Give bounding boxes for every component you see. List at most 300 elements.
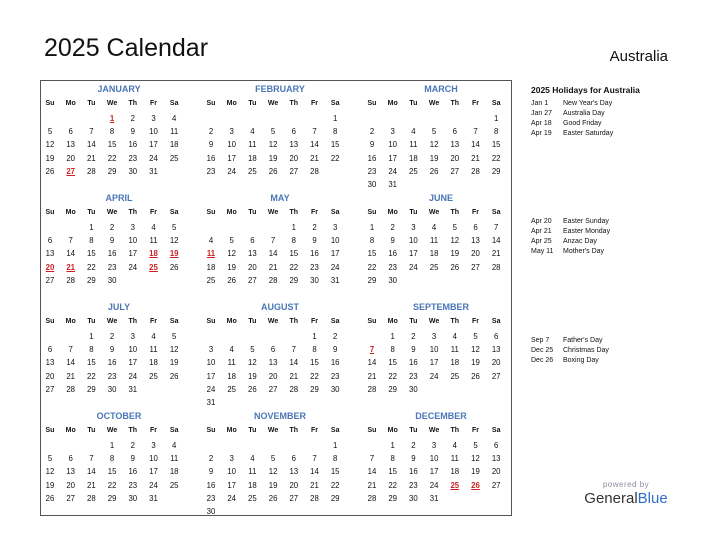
- month-november: [205, 411, 355, 516]
- day-cell: 20: [45, 371, 55, 381]
- holidays-title: 2025 Holidays for Australia: [531, 85, 640, 95]
- day-cell: 6: [47, 236, 53, 246]
- holiday-day-cell: 25: [450, 480, 460, 490]
- day-cell: 18: [169, 140, 179, 150]
- day-cell: 25: [450, 371, 460, 381]
- weekday-header: Fr: [472, 209, 479, 216]
- day-cell: 13: [491, 345, 501, 355]
- day-cell: 11: [248, 467, 257, 477]
- day-cell: 18: [227, 371, 237, 381]
- day-cell: 5: [270, 127, 276, 137]
- weekday-header: Tu: [248, 100, 257, 107]
- day-cell: 14: [367, 358, 377, 368]
- day-cell: 20: [491, 467, 501, 477]
- day-cell: 15: [107, 140, 117, 150]
- weekday-header: We: [428, 427, 440, 434]
- day-cell: 24: [128, 262, 138, 272]
- day-cell: 23: [388, 262, 398, 272]
- day-cell: 12: [227, 249, 237, 259]
- weekday-header: Mo: [226, 427, 237, 434]
- day-cell: 15: [310, 358, 319, 368]
- day-cell: 9: [130, 127, 135, 137]
- day-cell: 30: [330, 384, 340, 394]
- weekday-header: Mo: [387, 100, 398, 107]
- day-cell: 5: [452, 223, 457, 232]
- day-cell: 4: [172, 441, 177, 450]
- holiday-date: Apr 21: [531, 228, 552, 235]
- weekday-header: Fr: [150, 209, 157, 216]
- day-cell: 8: [333, 127, 338, 137]
- day-cell: 18: [409, 153, 418, 163]
- day-cell: 22: [330, 480, 340, 490]
- day-cell: 7: [312, 454, 317, 464]
- weekday-header: Fr: [150, 318, 157, 325]
- day-cell: 11: [149, 345, 158, 355]
- day-cell: 17: [149, 140, 158, 150]
- day-cell: 3: [130, 332, 135, 341]
- day-cell: 31: [330, 275, 340, 285]
- day-cell: 12: [248, 358, 257, 368]
- holiday-entry: [531, 238, 597, 245]
- weekday-header: Su: [206, 318, 216, 325]
- holiday-entry: [531, 347, 609, 354]
- day-cell: 31: [149, 166, 158, 176]
- day-cell: 13: [45, 249, 55, 259]
- holiday-entry: [531, 218, 609, 225]
- day-cell: 1: [109, 441, 115, 450]
- day-cell: 4: [250, 454, 255, 464]
- day-cell: 22: [388, 371, 398, 381]
- day-cell: 17: [227, 480, 237, 490]
- day-cell: 7: [291, 345, 296, 355]
- day-cell: 28: [367, 493, 377, 503]
- day-cell: 2: [411, 441, 416, 450]
- day-cell: 19: [45, 480, 55, 490]
- day-cell: 30: [310, 275, 319, 285]
- weekday-header: Th: [289, 209, 299, 216]
- day-cell: 14: [367, 467, 377, 477]
- day-cell: 27: [450, 166, 460, 176]
- weekday-header: Th: [289, 100, 299, 107]
- day-cell: 12: [45, 467, 55, 477]
- day-cell: 6: [250, 236, 255, 246]
- weekday-header: Mo: [226, 209, 237, 216]
- day-cell: 15: [367, 249, 377, 259]
- day-cell: 22: [367, 262, 377, 272]
- day-cell: 1: [291, 223, 296, 232]
- day-cell: 17: [388, 153, 398, 163]
- weekday-header: Tu: [248, 318, 257, 325]
- holiday-day-cell: 21: [66, 262, 76, 272]
- day-cell: 6: [452, 127, 457, 137]
- holiday-name: Good Friday: [563, 120, 602, 127]
- holiday-entry: [531, 120, 602, 127]
- day-cell: 1: [333, 114, 338, 123]
- day-cell: 21: [367, 480, 377, 490]
- day-cell: 14: [66, 358, 76, 368]
- day-cell: 16: [367, 153, 377, 163]
- day-cell: 20: [491, 358, 501, 368]
- weekday-header: Su: [206, 209, 216, 216]
- day-cell: 20: [289, 480, 299, 490]
- day-cell: 4: [452, 332, 457, 341]
- day-cell: 21: [87, 153, 96, 163]
- holiday-entry: [531, 228, 610, 235]
- day-cell: 3: [431, 441, 437, 450]
- day-cell: 17: [149, 467, 158, 477]
- day-cell: 10: [330, 236, 340, 246]
- day-cell: 23: [409, 371, 418, 381]
- day-cell: 19: [227, 262, 237, 272]
- day-cell: 4: [208, 236, 214, 246]
- day-cell: 4: [452, 441, 457, 450]
- day-cell: 3: [130, 223, 135, 232]
- holiday-name: Father's Day: [563, 337, 603, 344]
- weekday-header: Sa: [169, 100, 179, 107]
- month-january: [44, 84, 194, 189]
- day-cell: 31: [128, 384, 138, 394]
- day-cell: 14: [87, 467, 96, 477]
- weekday-header: We: [106, 209, 118, 216]
- day-cell: 8: [89, 345, 94, 355]
- day-cell: 1: [369, 223, 375, 232]
- day-cell: 23: [409, 480, 418, 490]
- holiday-day-cell: 11: [206, 249, 216, 259]
- day-cell: 12: [45, 140, 55, 150]
- day-cell: 28: [310, 166, 319, 176]
- day-cell: 12: [471, 345, 480, 355]
- day-cell: 4: [172, 114, 177, 123]
- holiday-name: Easter Monday: [563, 228, 611, 235]
- weekday-header: Sa: [169, 318, 179, 325]
- day-cell: 19: [268, 480, 278, 490]
- day-cell: 27: [491, 371, 501, 381]
- day-cell: 16: [206, 480, 216, 490]
- day-cell: 3: [208, 345, 214, 355]
- weekday-header: Th: [289, 427, 299, 434]
- day-cell: 20: [248, 262, 257, 272]
- day-cell: 6: [270, 345, 276, 355]
- day-cell: 18: [248, 480, 257, 490]
- day-cell: 15: [107, 467, 117, 477]
- weekday-header: Mo: [387, 318, 398, 325]
- day-cell: 16: [128, 140, 138, 150]
- day-cell: 21: [87, 480, 96, 490]
- weekday-header: Mo: [387, 209, 398, 216]
- day-cell: 30: [409, 384, 418, 394]
- weekday-header: Fr: [472, 100, 479, 107]
- day-cell: 2: [130, 114, 135, 123]
- day-cell: 13: [66, 467, 76, 477]
- day-cell: 1: [89, 332, 94, 341]
- day-cell: 4: [151, 332, 156, 341]
- holiday-name: Christmas Day: [563, 347, 609, 354]
- day-cell: 1: [312, 332, 317, 341]
- weekday-header: Mo: [65, 318, 76, 325]
- weekday-header: Th: [450, 318, 460, 325]
- day-cell: 19: [471, 358, 480, 368]
- day-cell: 10: [128, 345, 138, 355]
- day-cell: 3: [229, 127, 234, 137]
- day-cell: 16: [107, 249, 117, 259]
- day-cell: 25: [169, 480, 179, 490]
- day-cell: 23: [367, 166, 377, 176]
- weekday-header: Fr: [311, 100, 318, 107]
- day-cell: 6: [291, 454, 296, 464]
- day-cell: 31: [206, 398, 216, 407]
- day-cell: 12: [429, 140, 439, 150]
- day-cell: 18: [450, 467, 460, 477]
- day-cell: 3: [151, 114, 156, 123]
- day-cell: 5: [172, 223, 177, 232]
- month-february: [205, 84, 355, 189]
- day-cell: 16: [330, 358, 340, 368]
- holiday-entry: [531, 337, 602, 344]
- holiday-date: Jan 27: [531, 110, 553, 117]
- day-cell: 13: [289, 140, 299, 150]
- month-name: JANUARY: [97, 84, 141, 94]
- day-cell: 24: [149, 153, 158, 163]
- day-cell: 15: [388, 467, 398, 477]
- day-cell: 10: [227, 467, 237, 477]
- weekday-header: Tu: [409, 318, 418, 325]
- holiday-entry: [531, 130, 613, 137]
- day-cell: 9: [411, 454, 416, 464]
- day-cell: 15: [388, 358, 398, 368]
- day-cell: 27: [491, 480, 501, 490]
- day-cell: 29: [310, 384, 319, 394]
- day-cell: 6: [473, 223, 478, 232]
- day-cell: 12: [268, 140, 278, 150]
- weekday-header: Tu: [87, 318, 96, 325]
- day-cell: 4: [229, 345, 234, 355]
- day-cell: 18: [429, 249, 439, 259]
- weekday-header: We: [106, 100, 118, 107]
- weekday-header: Tu: [409, 100, 418, 107]
- month-name: AUGUST: [261, 302, 299, 312]
- day-cell: 17: [206, 371, 216, 381]
- day-cell: 5: [229, 236, 234, 246]
- day-cell: 22: [310, 371, 319, 381]
- weekday-header: Th: [128, 209, 138, 216]
- brand-logo: [584, 480, 668, 507]
- day-cell: 7: [89, 127, 94, 137]
- day-cell: 9: [109, 345, 115, 355]
- weekday-header: Fr: [472, 427, 479, 434]
- day-cell: 20: [289, 153, 299, 163]
- day-cell: 15: [491, 140, 501, 150]
- day-cell: 17: [409, 249, 418, 259]
- holiday-date: Dec 25: [531, 347, 554, 354]
- day-cell: 26: [268, 166, 278, 176]
- month-june: [366, 193, 516, 298]
- day-cell: 20: [450, 153, 460, 163]
- brand-name: [584, 490, 668, 507]
- day-cell: 23: [310, 262, 319, 272]
- weekday-header: Th: [450, 100, 460, 107]
- day-cell: 24: [429, 480, 439, 490]
- day-cell: 8: [291, 236, 296, 246]
- day-cell: 11: [227, 358, 236, 368]
- month-name: MARCH: [424, 84, 458, 94]
- day-cell: 6: [47, 345, 53, 355]
- day-cell: 21: [268, 262, 278, 272]
- holiday-day-cell: 20: [45, 262, 55, 272]
- holiday-entry: [531, 110, 605, 117]
- month-name: FEBRUARY: [255, 84, 305, 94]
- day-cell: 25: [169, 153, 179, 163]
- day-cell: 24: [227, 493, 237, 503]
- month-name: MAY: [270, 193, 290, 203]
- day-cell: 8: [390, 345, 395, 355]
- day-cell: 17: [429, 358, 439, 368]
- holiday-date: Apr 19: [531, 130, 552, 137]
- day-cell: 6: [494, 332, 499, 341]
- weekday-header: Fr: [311, 427, 318, 434]
- day-cell: 23: [206, 166, 216, 176]
- day-cell: 28: [87, 166, 96, 176]
- weekday-header: Sa: [169, 427, 179, 434]
- month-july: [44, 302, 194, 407]
- day-cell: 1: [390, 441, 395, 450]
- weekday-header: Su: [45, 100, 55, 107]
- month-name: OCTOBER: [96, 411, 142, 421]
- weekday-header: Tu: [409, 427, 418, 434]
- day-cell: 31: [429, 493, 439, 503]
- weekday-header: We: [106, 427, 118, 434]
- day-cell: 3: [390, 127, 395, 137]
- day-cell: 2: [390, 223, 395, 232]
- day-cell: 30: [107, 275, 117, 285]
- day-cell: 13: [248, 249, 257, 259]
- day-cell: 12: [169, 345, 179, 355]
- day-cell: 2: [369, 127, 375, 137]
- holiday-date: May 11: [531, 248, 554, 255]
- day-cell: 10: [227, 140, 237, 150]
- day-cell: 25: [149, 371, 158, 381]
- holiday-date: Apr 18: [531, 120, 552, 127]
- day-cell: 9: [312, 236, 317, 246]
- day-cell: 28: [87, 493, 96, 503]
- holiday-name: Anzac Day: [563, 238, 597, 245]
- weekday-header: Mo: [387, 427, 398, 434]
- day-cell: 21: [66, 371, 76, 381]
- day-cell: 7: [473, 127, 478, 137]
- day-cell: 14: [310, 467, 319, 477]
- day-cell: 26: [45, 166, 55, 176]
- day-cell: 18: [206, 262, 216, 272]
- day-cell: 2: [208, 127, 214, 137]
- day-cell: 5: [47, 127, 53, 137]
- day-cell: 13: [268, 358, 278, 368]
- day-cell: 3: [333, 223, 338, 232]
- day-cell: 27: [66, 493, 76, 503]
- holiday-date: Sep 7: [531, 337, 550, 344]
- day-cell: 3: [229, 454, 234, 464]
- month-name: NOVEMBER: [253, 411, 306, 421]
- day-cell: 9: [208, 140, 214, 150]
- day-cell: 21: [471, 153, 480, 163]
- day-cell: 8: [333, 454, 338, 464]
- weekday-header: We: [428, 318, 440, 325]
- day-cell: 13: [491, 454, 501, 464]
- day-cell: 4: [151, 223, 156, 232]
- day-cell: 11: [430, 236, 439, 246]
- day-cell: 7: [68, 345, 73, 355]
- day-cell: 23: [206, 493, 216, 503]
- day-cell: 17: [128, 249, 138, 259]
- day-cell: 5: [172, 332, 177, 341]
- day-cell: 13: [450, 140, 460, 150]
- weekday-header: Th: [128, 318, 138, 325]
- weekday-header: Tu: [248, 427, 257, 434]
- day-cell: 15: [289, 249, 299, 259]
- day-cell: 28: [66, 275, 76, 285]
- day-cell: 17: [227, 153, 237, 163]
- weekday-header: Mo: [65, 209, 76, 216]
- day-cell: 10: [409, 236, 418, 246]
- day-cell: 9: [208, 467, 214, 477]
- day-cell: 16: [128, 467, 138, 477]
- holiday-name: New Year's Day: [563, 100, 613, 107]
- holiday-name: Mother's Day: [563, 248, 605, 255]
- day-cell: 29: [491, 166, 501, 176]
- day-cell: 14: [289, 358, 299, 368]
- weekday-header: Sa: [491, 209, 501, 216]
- holiday-day-cell: 1: [109, 114, 115, 123]
- day-cell: 10: [429, 454, 439, 464]
- weekday-header: Tu: [87, 427, 96, 434]
- month-name: JULY: [107, 302, 131, 312]
- weekday-header: Th: [128, 100, 138, 107]
- day-cell: 13: [289, 467, 299, 477]
- day-cell: 6: [291, 127, 296, 137]
- day-cell: 7: [68, 236, 73, 246]
- day-cell: 1: [494, 114, 499, 123]
- day-cell: 3: [411, 223, 416, 232]
- day-cell: 8: [312, 345, 317, 355]
- day-cell: 1: [333, 441, 338, 450]
- day-cell: 16: [409, 467, 418, 477]
- day-cell: 23: [128, 480, 138, 490]
- day-cell: 8: [89, 236, 94, 246]
- day-cell: 9: [411, 345, 416, 355]
- day-cell: 17: [429, 467, 439, 477]
- day-cell: 5: [431, 127, 437, 137]
- day-cell: 8: [109, 127, 115, 137]
- day-cell: 21: [289, 371, 299, 381]
- day-cell: 17: [330, 249, 340, 259]
- day-cell: 30: [388, 275, 398, 285]
- day-cell: 17: [128, 358, 138, 368]
- day-cell: 25: [227, 384, 237, 394]
- holiday-date: Apr 25: [531, 238, 552, 245]
- day-cell: 27: [248, 275, 257, 285]
- weekday-header: We: [428, 100, 440, 107]
- weekday-header: Mo: [226, 100, 237, 107]
- day-cell: 16: [310, 249, 319, 259]
- day-cell: 24: [388, 166, 398, 176]
- day-cell: 30: [367, 180, 377, 189]
- day-cell: 29: [289, 275, 299, 285]
- weekday-header: Su: [367, 100, 377, 107]
- day-cell: 8: [494, 127, 499, 137]
- day-cell: 14: [66, 249, 76, 259]
- day-cell: 3: [151, 441, 156, 450]
- day-cell: 2: [130, 441, 135, 450]
- day-cell: 26: [169, 262, 179, 272]
- day-cell: 13: [471, 236, 480, 246]
